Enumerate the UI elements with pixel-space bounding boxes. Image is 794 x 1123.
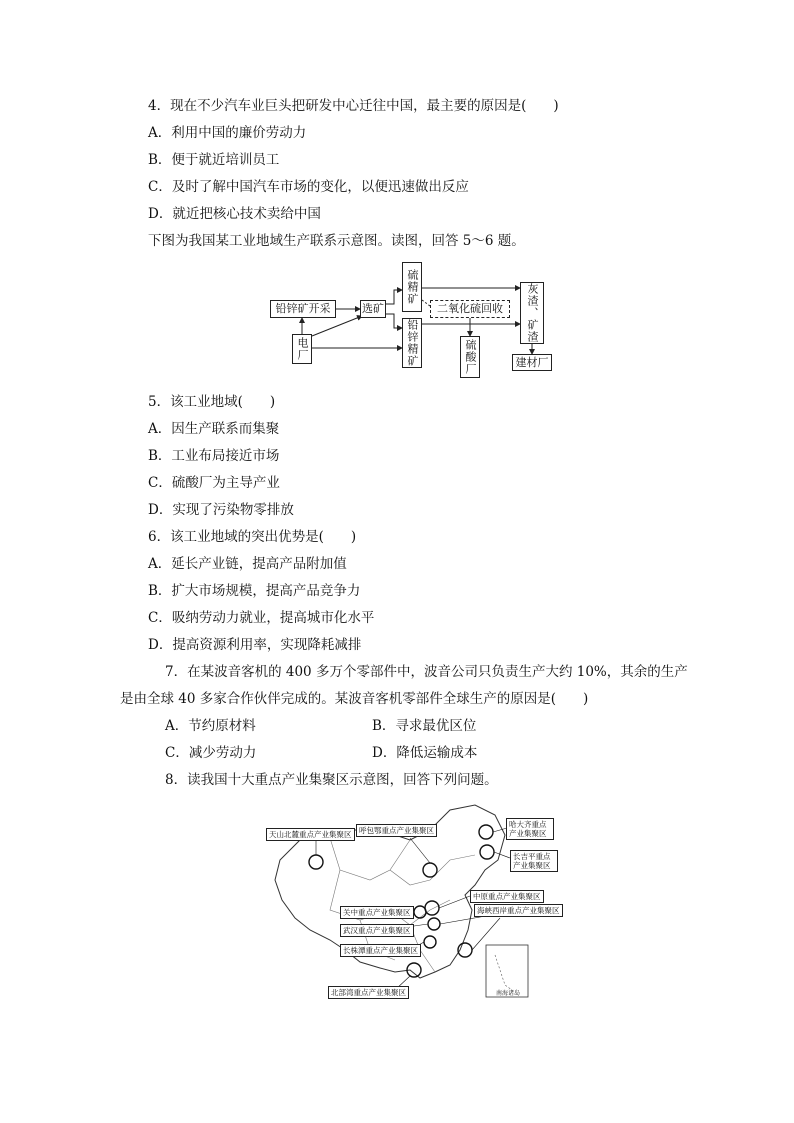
label-haixi: 海峡西岸重点产业集聚区 bbox=[474, 904, 563, 917]
q7-option-a: A．节约原材料 bbox=[165, 718, 256, 734]
production-flow-diagram bbox=[262, 262, 562, 380]
q4-option-d: D．就近把核心技术卖给中国 bbox=[148, 206, 321, 222]
cluster-haerbin-marker bbox=[479, 825, 493, 839]
q7-option-b: B．寻求最优区位 bbox=[372, 718, 477, 734]
flow-sulfur-concentrate-box: 硫精矿 bbox=[402, 262, 422, 312]
label-changji: 长吉平重点产业集聚区 bbox=[510, 850, 558, 872]
q5-option-a: A．因生产联系而集聚 bbox=[148, 421, 280, 437]
flow-ash-slag-box: 灰渣、矿渣 bbox=[520, 282, 544, 344]
label-hubao: 呼包鄂重点产业集聚区 bbox=[356, 824, 437, 837]
q8-stem: 8．读我国十大重点产业集聚区示意图，回答下列问题。 bbox=[165, 772, 498, 788]
q5-stem: 5．该工业地域( ) bbox=[148, 394, 276, 410]
q5-option-c: C．硫酸厂为主导产业 bbox=[148, 475, 280, 491]
flow-building-material-box: 建材厂 bbox=[512, 354, 552, 371]
q7-option-c: C．减少劳动力 bbox=[165, 745, 257, 761]
label-guanzhong: 关中重点产业集聚区 bbox=[340, 906, 414, 919]
cluster-tianshan-marker bbox=[309, 855, 323, 869]
label-haerbin: 哈大齐重点产业集聚区 bbox=[506, 818, 554, 840]
q5-option-b: B．工业布局接近市场 bbox=[148, 448, 280, 464]
label-changzhutan: 长株潭重点产业集聚区 bbox=[340, 944, 421, 957]
flow-dressing-box: 选矿 bbox=[360, 300, 386, 318]
intro-5-6: 下图为我国某工业地域生产联系示意图。读图，回答 5～6 题。 bbox=[148, 233, 525, 249]
q6-option-c: C．吸纳劳动力就业，提高城市化水平 bbox=[148, 610, 375, 626]
cluster-guanzhong-marker bbox=[414, 906, 426, 918]
cluster-wuhan-marker bbox=[428, 918, 440, 930]
label-beibu: 北部湾重点产业集聚区 bbox=[328, 986, 409, 999]
q7-stem-line1: 7．在某波音客机的 400 多万个零部件中，波音公司只负责生产大约 10%，其余的生产 bbox=[165, 664, 688, 680]
q4-stem: 4．现在不少汽车业巨头把研发中心迁往中国，最主要的原因是( ) bbox=[148, 98, 559, 114]
q7-stem-line2: 是由全球 40 多家合作伙伴完成的。某波音客机零部件全球生产的原因是( ) bbox=[120, 691, 589, 707]
q5-option-d: D．实现了污染物零排放 bbox=[148, 502, 294, 518]
q6-option-b: B．扩大市场规模，提高产品竞争力 bbox=[148, 583, 361, 599]
flow-sulfuric-acid-box: 硫酸厂 bbox=[460, 336, 480, 378]
flow-so2-recovery-box: 二氧化硫回收 bbox=[430, 300, 510, 318]
q6-option-d: D．提高资源利用率，实现降耗减排 bbox=[148, 637, 362, 653]
cluster-changzhutan-marker bbox=[424, 936, 436, 948]
flow-power-plant-box: 电厂 bbox=[292, 334, 312, 364]
industry-cluster-map bbox=[260, 800, 560, 1002]
label-nanhai: 南海诸岛 bbox=[496, 990, 521, 997]
q4-option-a: A．利用中国的廉价劳动力 bbox=[148, 125, 307, 141]
flow-leadzinc-concentrate-box: 铅锌精矿 bbox=[402, 318, 422, 368]
q6-option-a: A．延长产业链，提高产品附加值 bbox=[148, 556, 347, 572]
cluster-changji-marker bbox=[480, 845, 494, 859]
label-wuhan: 武汉重点产业集聚区 bbox=[340, 924, 414, 937]
cluster-hubao-marker bbox=[423, 863, 437, 877]
flow-mining-box: 铅锌矿开采 bbox=[270, 300, 336, 318]
cluster-zhongyuan-marker bbox=[425, 901, 439, 915]
label-tianshan: 天山北麓重点产业集聚区 bbox=[266, 828, 355, 841]
q6-stem: 6．该工业地域的突出优势是( ) bbox=[148, 529, 357, 545]
q4-option-c: C．及时了解中国汽车市场的变化，以便迅速做出反应 bbox=[148, 179, 469, 195]
q4-option-b: B．便于就近培训员工 bbox=[148, 152, 280, 168]
label-zhongyuan: 中原重点产业集聚区 bbox=[470, 890, 544, 903]
q7-option-d: D．降低运输成本 bbox=[372, 745, 478, 761]
